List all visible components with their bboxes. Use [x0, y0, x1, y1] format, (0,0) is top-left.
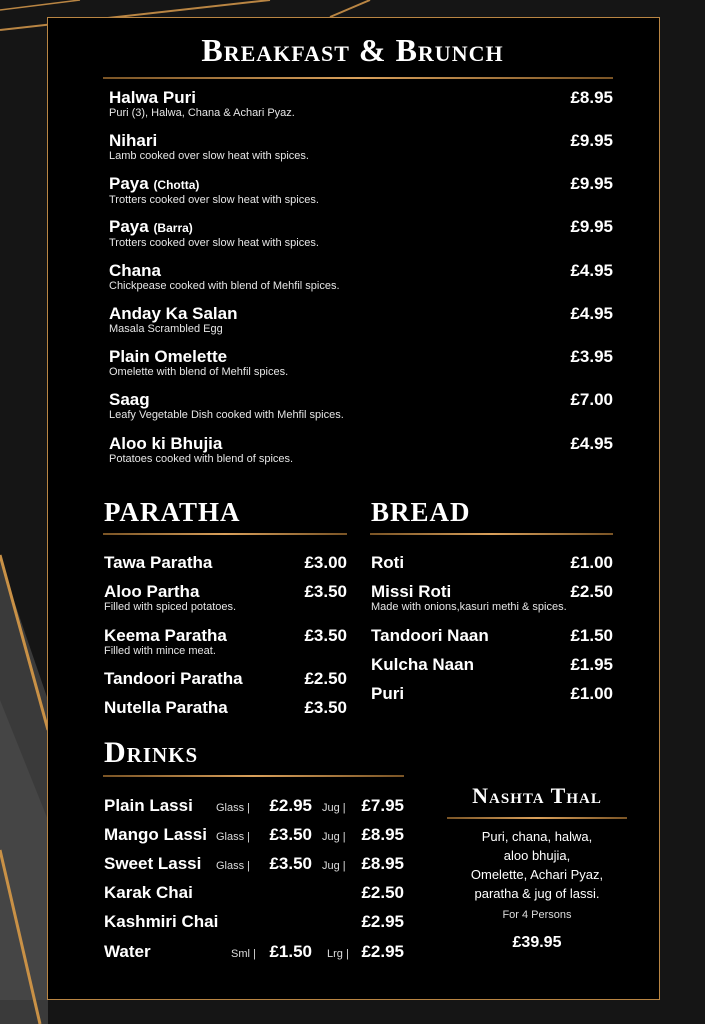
item-price: £2.50 [570, 582, 613, 601]
item-name: Missi Roti [371, 582, 452, 601]
item-price: £9.95 [570, 217, 613, 236]
description-line: Omelette, Achari Pyaz, [470, 867, 604, 882]
item-name: Aloo Partha [104, 582, 200, 601]
item-variant: (Barra) [153, 221, 193, 235]
bread-rule [370, 533, 613, 535]
drink-price: £3.50 [269, 825, 312, 844]
nashta-thal-price: £39.95 [512, 934, 562, 951]
item-name [109, 262, 340, 280]
item-description: Puri (3), Halwa, Chana & Achari Pyaz. [109, 107, 295, 119]
item-name: Keema Paratha [104, 626, 227, 645]
paratha-heading: PARATHA [104, 497, 241, 527]
menu-item [104, 583, 236, 614]
item-price: £1.00 [570, 684, 613, 703]
item-description: Potatoes cooked with blend of spices. [109, 453, 294, 465]
drink-option-label: Sml | [231, 948, 256, 960]
drink-option-label: Jug | [322, 802, 346, 814]
nashta-thal-rule [447, 817, 627, 819]
item-name-text: Chana [109, 261, 161, 280]
item-price: £3.50 [304, 582, 347, 601]
drink-price: £8.95 [361, 854, 404, 873]
menu-item [109, 435, 293, 466]
item-price: £9.95 [570, 131, 613, 150]
drink-option-label: Lrg | [327, 948, 349, 960]
item-description: Trotters cooked over slow heat with spices. [109, 237, 319, 249]
nashta-thal-description [440, 827, 634, 903]
menu-item [109, 175, 319, 207]
item-name-text: Anday Ka Salan [109, 304, 238, 323]
item-name: Kulcha Naan [371, 655, 474, 674]
bread-heading: BREAD [371, 497, 471, 527]
item-price: £7.00 [570, 390, 613, 409]
item-description: Trotters cooked over slow heat with spices. [109, 194, 319, 206]
drink-option-label: Glass | [216, 831, 251, 843]
drink-name: Sweet Lassi [104, 854, 202, 873]
item-description: Omelette with blend of Mehfil spices. [109, 366, 289, 378]
drink-option-label: Glass | [216, 802, 251, 814]
item-price: £4.95 [570, 261, 613, 280]
drink-price: £2.95 [361, 942, 404, 961]
item-price: £3.95 [570, 347, 613, 366]
item-name-text: Nihari [109, 131, 158, 150]
item-name [109, 391, 344, 409]
item-name [109, 132, 309, 150]
menu-item [104, 699, 228, 717]
drink-option-label: Glass | [216, 860, 251, 872]
item-description: Made with onions,kasuri methi & spices. [371, 601, 567, 613]
item-price: £3.00 [304, 553, 347, 572]
drink-name: Water [104, 942, 151, 961]
nashta-thal-heading: Nashta Thal [472, 783, 602, 808]
menu-item [371, 656, 474, 674]
item-name-text: Plain Omelette [109, 347, 228, 366]
drink-name: Mango Lassi [104, 825, 207, 844]
drink-name: Karak Chai [104, 883, 193, 902]
title-rule [103, 77, 613, 79]
item-name: Tandoori Naan [371, 626, 489, 645]
menu-item [109, 262, 340, 293]
drinks-heading: Drinks [104, 736, 199, 769]
item-name-text: Saag [109, 390, 150, 409]
menu-item [371, 583, 567, 614]
menu-item [371, 554, 404, 572]
description-line: Puri, chana, halwa, [481, 829, 593, 844]
item-price: £4.95 [570, 434, 613, 453]
item-name [109, 305, 238, 323]
item-name-text: Paya [109, 174, 149, 193]
item-description: Lamb cooked over slow heat with spices. [109, 150, 309, 162]
item-description: Masala Scrambled Egg [109, 323, 223, 335]
menu-item [371, 685, 404, 703]
menu-item [104, 554, 212, 572]
description-line: aloo bhujia, [503, 848, 571, 863]
page-title: Breakfast & Brunch [201, 32, 504, 68]
menu-item [371, 627, 489, 645]
item-description: Chickpease cooked with blend of Mehfil spices. [109, 280, 340, 292]
item-name: Tawa Paratha [104, 553, 213, 572]
drink-price: £7.95 [361, 796, 404, 815]
item-description: Leafy Vegetable Dish cooked with Mehfil spices. [109, 409, 344, 421]
item-price: £1.95 [570, 655, 613, 674]
item-name-text: Aloo ki Bhujia [109, 434, 223, 453]
drink-option-label: Jug | [322, 831, 346, 843]
item-price: £1.00 [570, 553, 613, 572]
menu-item [109, 305, 238, 336]
item-description: Filled with spiced potatoes. [104, 601, 237, 613]
item-description: Filled with mince meat. [104, 645, 216, 657]
menu-item [109, 218, 319, 250]
menu-item [109, 391, 344, 422]
description-line: paratha & jug of lassi. [474, 886, 600, 901]
item-price: £1.50 [570, 626, 613, 645]
item-price: £8.95 [570, 88, 613, 107]
menu-item [104, 670, 243, 688]
drink-price: £2.95 [269, 796, 312, 815]
drink-option-label: Jug | [322, 860, 346, 872]
item-variant: (Chotta) [153, 178, 200, 192]
paratha-rule [103, 533, 347, 535]
item-price: £4.95 [570, 304, 613, 323]
nashta-thal-persons: For 4 Persons [502, 909, 572, 921]
item-name [109, 435, 293, 453]
menu-item [104, 627, 227, 658]
drink-price: £8.95 [361, 825, 404, 844]
drink-price: £3.50 [269, 854, 312, 873]
item-price: £2.50 [304, 669, 347, 688]
item-price: £9.95 [570, 174, 613, 193]
item-name [109, 175, 319, 194]
item-name [109, 89, 295, 107]
menu-item [109, 132, 309, 163]
drink-price: £2.95 [361, 912, 404, 931]
drinks-rule [103, 775, 404, 777]
item-name: Nutella Paratha [104, 698, 228, 717]
item-name: Tandoori Paratha [104, 669, 243, 688]
item-name-text: Paya [109, 217, 149, 236]
item-price: £3.50 [304, 698, 347, 717]
drink-name: Plain Lassi [104, 796, 193, 815]
item-name-text: Halwa Puri [109, 88, 196, 107]
drink-name: Kashmiri Chai [104, 912, 219, 931]
item-name [109, 218, 319, 237]
drink-price: £1.50 [269, 942, 312, 961]
drink-price: £2.50 [361, 883, 404, 902]
item-name: Puri [371, 684, 405, 703]
menu-item [109, 348, 288, 379]
item-name: Roti [371, 553, 405, 572]
item-name [109, 348, 288, 366]
item-price: £3.50 [304, 626, 347, 645]
menu-item [109, 89, 295, 120]
